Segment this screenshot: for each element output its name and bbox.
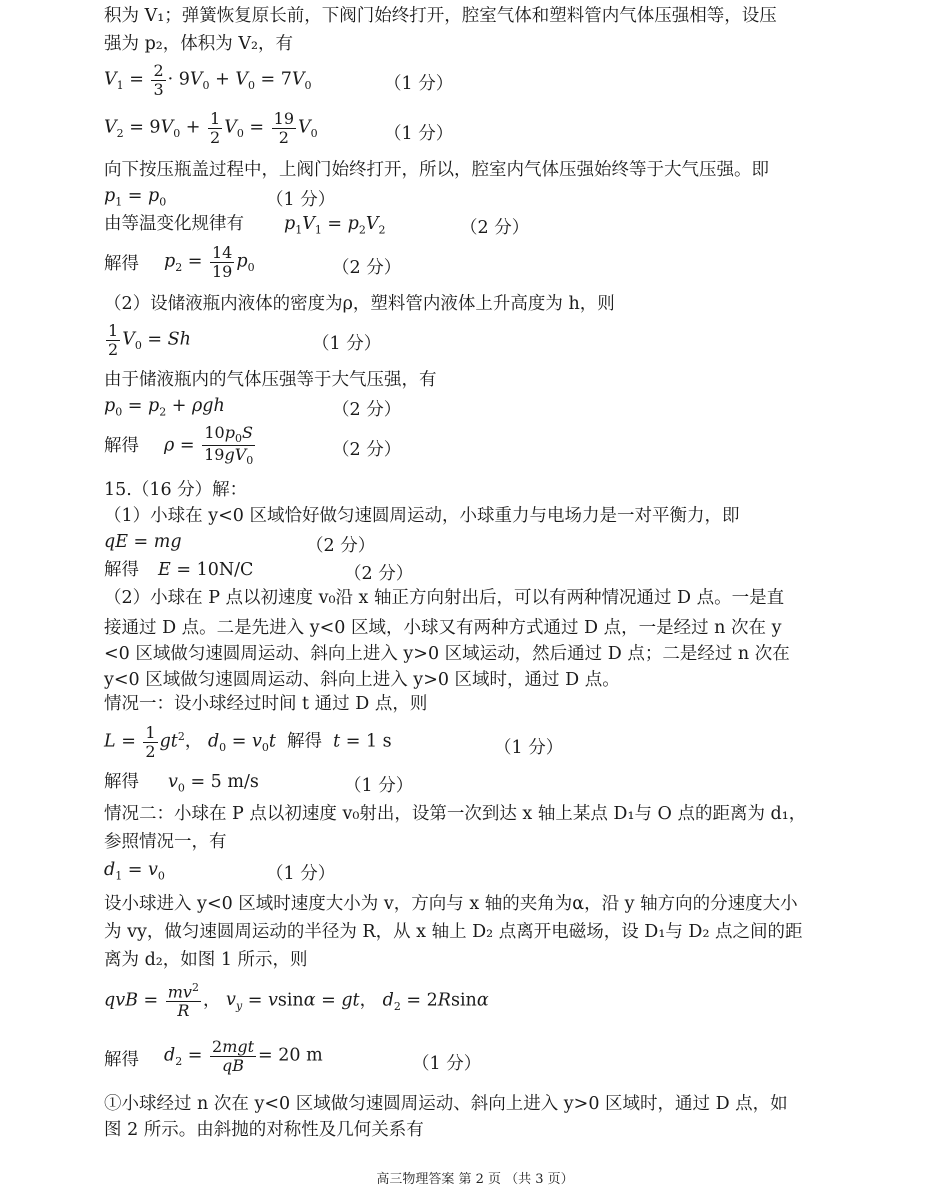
text-line: 解得 bbox=[104, 254, 139, 274]
question-heading: 15.（16 分）解： bbox=[104, 480, 248, 500]
text-line: y<0 区域做匀速圆周运动、斜向上进入 y>0 区域时，通过 D 点。 bbox=[104, 670, 620, 690]
text-line: 设小球进入 y<0 区域时速度大小为 v，方向与 x 轴的夹角为α，沿 y 轴方向的分速度大小 bbox=[104, 894, 798, 914]
text-line: （2）设储液瓶内液体的密度为ρ，塑料管内液体上升高度为 h，则 bbox=[104, 294, 615, 314]
text-line: （2）小球在 P 点以初速度 v₀沿 x 轴正方向射出后，可以有两种情况通过 D 点。一是直 bbox=[104, 588, 785, 608]
text-line: 积为 V₁；弹簧恢复原长前，下阀门始终打开，腔室气体和塑料管内气体压强相等，设压 bbox=[104, 6, 777, 26]
score-mark: （1 分） bbox=[344, 776, 414, 796]
score-mark: （1 分） bbox=[266, 864, 336, 884]
score-mark: （2 分） bbox=[332, 440, 402, 460]
text-line: 解得 bbox=[104, 436, 139, 456]
equation: ρ = $\frac{10p_0S}{19gV_0}$ bbox=[164, 423, 254, 468]
equation: $p_1 = p_0$ bbox=[104, 186, 167, 209]
score-mark: （2 分） bbox=[460, 218, 530, 238]
text-line: <0 区域做匀速圆周运动、斜向上进入 y>0 区域运动，然后通过 D 点；二是经过 n 次在 bbox=[104, 644, 790, 664]
text-line: 由等温变化规律有 bbox=[104, 214, 244, 234]
equation: $\frac{1}{2}$ $V_0 = Sh$ bbox=[108, 321, 191, 359]
text-line: 解得 bbox=[104, 560, 139, 580]
equation: $v_0 = 5$ m/s bbox=[168, 772, 259, 795]
equation: L = $\frac{1}{2}$ $gt^2$， $d_0 = v_0t$ 解得 t = 1 s bbox=[104, 723, 392, 761]
score-mark: （1 分） bbox=[384, 124, 454, 144]
text-line: 向下按压瓶盖过程中，上阀门始终打开，所以，腔室内气体压强始终等于大气压强。即 bbox=[104, 160, 769, 180]
text-line: （1）小球在 y<0 区域恰好做匀速圆周运动，小球重力与电场力是一对平衡力，即 bbox=[104, 506, 740, 526]
equation: $p_0 = p_2 + \rho gh$ bbox=[104, 396, 225, 419]
score-mark: （1 分） bbox=[312, 334, 382, 354]
score-mark: （1 分） bbox=[384, 74, 454, 94]
score-mark: （2 分） bbox=[306, 536, 376, 556]
equation: $V_2 = 9V_0$ + $\frac{1}{2}$ $V_0$ = $\frac{19}{2}$ $V_0$ bbox=[104, 109, 318, 147]
text-line: 强为 p₂，体积为 V₂，有 bbox=[104, 34, 293, 54]
text-line: 接通过 D 点。二是先进入 y<0 区域，小球又有两种方式通过 D 点，一是经过 n 次在 y bbox=[104, 618, 782, 638]
text-line: 为 vy，做匀速圆周运动的半径为 R，从 x 轴上 D₂ 点离开电磁场，设 D₁与 D₂ 点之间的距 bbox=[104, 922, 803, 942]
text-line: 情况二：小球在 P 点以初速度 v₀射出，设第一次到达 x 轴上某点 D₁与 O 点的距离为 d₁， bbox=[104, 804, 807, 824]
score-mark: （2 分） bbox=[344, 564, 414, 584]
score-mark: （1 分） bbox=[494, 738, 564, 758]
equation: qvB = $\frac{mv^2}{R}$ ， $v_y = vsin\alpha$ = gt， $d_2 = 2Rsin\alpha$ bbox=[104, 981, 489, 1020]
score-mark: （1 分） bbox=[266, 190, 336, 210]
score-mark: （2 分） bbox=[332, 258, 402, 278]
text-line: ①小球经过 n 次在 y<0 区域做匀速圆周运动、斜向上进入 y>0 区域时，通过 D 点，如 bbox=[104, 1094, 788, 1114]
equation: E = 10N/C bbox=[158, 560, 254, 580]
text-line: 由于储液瓶内的气体压强等于大气压强，有 bbox=[104, 370, 437, 390]
equation: $p_2$ = $\frac{14}{19}$ $p_0$ bbox=[164, 243, 255, 281]
page-footer: 高三物理答案 第 2 页 （共 3 页） bbox=[376, 1172, 574, 1187]
score-mark: （2 分） bbox=[332, 400, 402, 420]
text-line: 图 2 所示。由斜抛的对称性及几何关系有 bbox=[104, 1120, 424, 1140]
score-mark: （1 分） bbox=[412, 1054, 482, 1074]
equation: $d_1 = v_0$ bbox=[104, 860, 165, 883]
text-line: 情况一：设小球经过时间 t 通过 D 点，则 bbox=[104, 694, 428, 714]
equation: $d_2$ = $\frac{\text{2mgt}}{qB}$ = 20 m bbox=[164, 1037, 323, 1075]
text-line: 解得 bbox=[104, 1050, 139, 1070]
text-line: 解得 bbox=[104, 772, 139, 792]
text-line: 参照情况一，有 bbox=[104, 832, 227, 852]
equation: $p_1V_1 = p_2V_2$ bbox=[284, 214, 386, 237]
equation: $V_1$ = $\frac{2}{3}$ · $9V_0 + V_0 = 7V_0$ bbox=[104, 61, 312, 99]
equation: qE = mg bbox=[104, 532, 182, 552]
text-line: 离为 d₂，如图 1 所示，则 bbox=[104, 950, 308, 970]
